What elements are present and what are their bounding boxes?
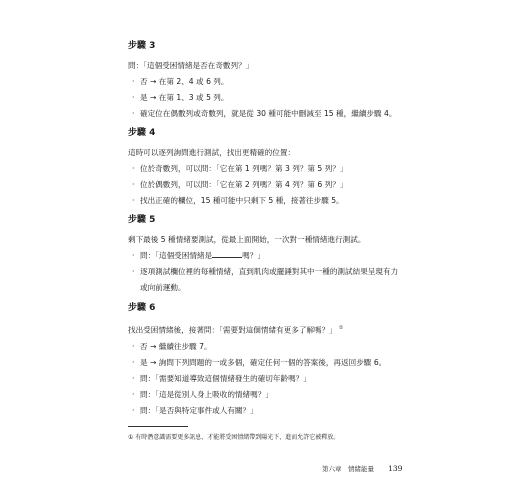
step-6-bullet: · 是 → 詢問下列問題的一或多個，確定任何一個的答案後，再返回步驟 6。	[132, 357, 387, 367]
step-5-bullet-continuation: 或向前運動。	[140, 283, 186, 292]
step-6-bullet: · 問：「是否與特定事件或人有關？」	[132, 405, 258, 415]
step-4-bullet: · 位於偶數列，可以問：「它在第 2 列嗎？第 4 列？第 6 列？」	[132, 180, 348, 189]
page-footer	[322, 464, 402, 473]
step-3-section	[128, 40, 428, 122]
footnote-marker: ①	[338, 325, 344, 331]
step-6-bullet-text: 問：「這是從別人身上吸收的情緒嗎？」	[140, 389, 273, 399]
step-4-title: 步驟 4	[128, 128, 156, 138]
step-3-title: 步驟 3	[128, 41, 156, 51]
step-3-bullet-text: 確定位在偶數列或奇數列，就是從 30 種可能中刪減至 15 種，繼續步驟 4。	[140, 109, 397, 118]
step-6-intro-text: 找出受困情緒後，接著問：「需要對這個情緒有更多了解嗎？」	[128, 325, 337, 335]
step-4-bullet: · 找出正確的欄位，15 種可能中只剩下 5 種，接著往步驟 5。	[132, 196, 344, 205]
step-5-question-start: 問：「這個受困情緒是	[140, 251, 213, 260]
step-3-bullet: · 否 → 在第 2、4 或 6 列。	[132, 77, 229, 86]
step-6-bullet: · 問：「這是從別人身上吸收的情緒嗎？」	[132, 389, 273, 399]
chapter-title: 第六章 情緒能量	[322, 465, 374, 473]
step-5-intro: 剩下最後 5 種情緒要測試，從最上面開始，一次對一種情緒進行測試。	[128, 235, 366, 244]
step-5-bullet: · 問：「這個受困情緒是 嗎？」	[132, 251, 265, 260]
step-6-title: 步驟 6	[128, 303, 156, 313]
step-6-bullet-text: 問：「需要知道導致這個情緒發生的確切年齡嗎？」	[140, 373, 311, 383]
page-number: 139	[388, 464, 403, 473]
fill-in-blank	[212, 251, 242, 258]
step-5-question-end: 嗎？」	[242, 251, 265, 260]
step-4-bullet-text: 位於偶數列，可以問：「它在第 2 列嗎？第 4 列？第 6 列？」	[140, 180, 348, 189]
step-4-bullet-text: 位於奇數列，可以問：「它在第 1 列嗎？第 3 列？第 5 列？」	[140, 164, 348, 173]
step-6-section	[128, 302, 428, 419]
footnote-divider	[128, 426, 188, 427]
step-4-intro: 這時可以逐列詢問進行測試，找出更精確的位置：	[128, 148, 296, 157]
step-4-section	[128, 127, 428, 209]
step-4-bullet: · 位於奇數列，可以問：「它在第 1 列嗎？第 3 列？第 5 列？」	[132, 164, 348, 173]
step-6-bullet-text: 問：「是否與特定事件或人有關？」	[140, 405, 258, 415]
step-3-question: 問：「這個受困情緒是否在奇數列？」	[128, 61, 254, 70]
step-5-section	[128, 214, 428, 296]
step-5-bullet: · 逐項測試欄位裡的每種情緒，直到肌肉或擺錘對其中一種的測試結果呈現有力	[132, 267, 399, 276]
step-6-bullet: · 問：「需要知道導致這個情緒發生的確切年齡嗎？」	[132, 373, 311, 383]
step-6-intro	[128, 320, 428, 339]
step-5-bullet-text: 逐項測試欄位裡的每種情緒，直到肌肉或擺錘對其中一種的測試結果呈現有力	[140, 267, 399, 276]
step-3-bullet-text: 否 → 在第 2、4 或 6 列。	[140, 77, 229, 86]
footnote: ① 有時潛意識需要更多訊息，才能將受困情緒帶到陽光下，進而允許它被釋放。	[128, 434, 340, 441]
step-3-bullet: · 是 → 在第 1、3 或 5 列。	[132, 93, 229, 102]
step-6-bullet-text: 否 → 繼續往步驟 7。	[140, 341, 212, 351]
step-5-title: 步驟 5	[128, 215, 156, 225]
step-4-bullet-text: 找出正確的欄位，15 種可能中只剩下 5 種，接著往步驟 5。	[140, 196, 344, 205]
step-3-bullet-text: 是 → 在第 1、3 或 5 列。	[140, 93, 229, 102]
step-6-bullet-text: 是 → 詢問下列問題的一或多個，確定任何一個的答案後，再返回步驟 6。	[140, 357, 387, 367]
step-3-bullet: · 確定位在偶數列或奇數列，就是從 30 種可能中刪減至 15 種，繼續步驟 4。	[132, 109, 397, 118]
step-6-bullet: · 否 → 繼續往步驟 7。	[132, 341, 212, 351]
